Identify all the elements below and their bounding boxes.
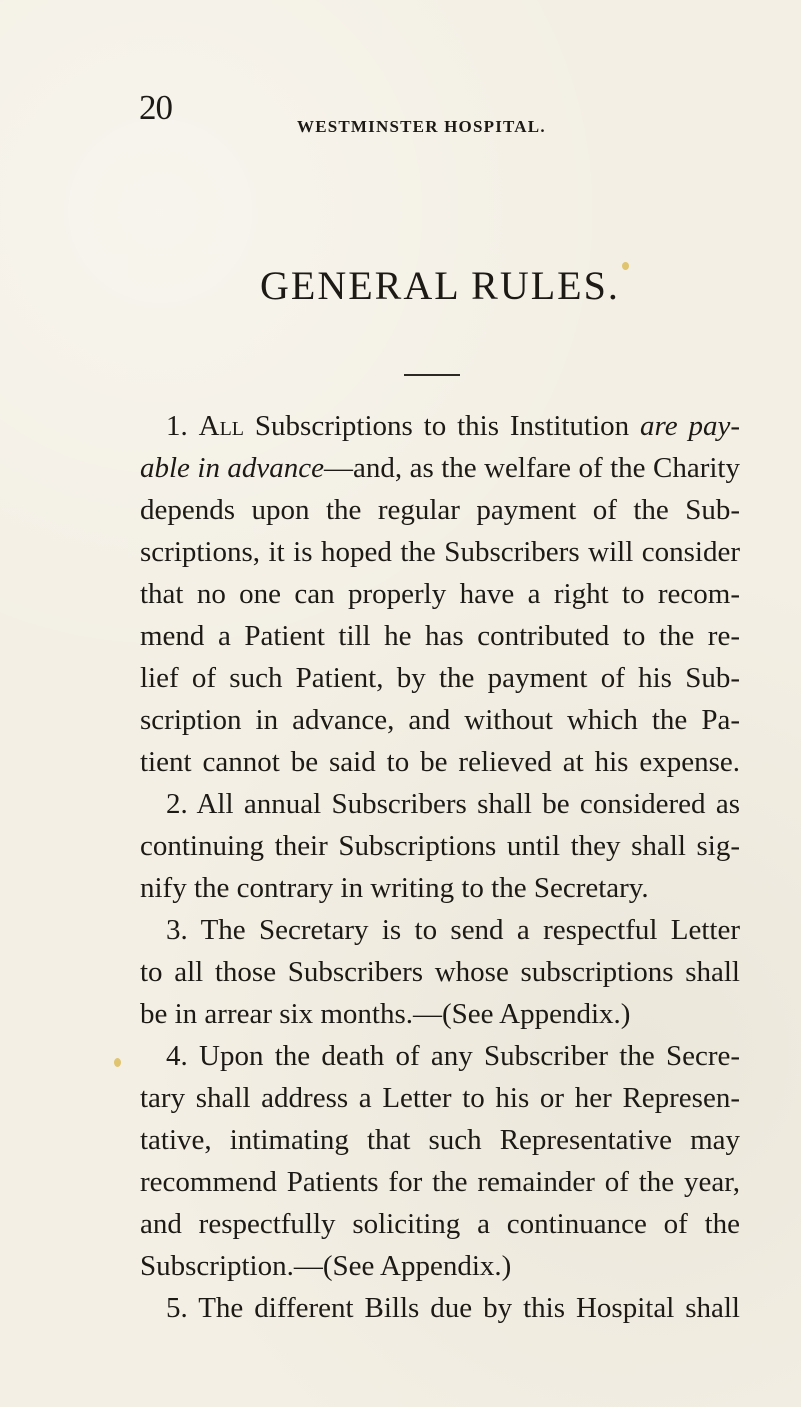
rule-1-line-3: depends upon the regular payment of the Sub- [140,494,740,526]
rule-1-emphasis-end: able in advance [140,452,325,484]
rule-1-line-8: scription in advance, and without which the Pa- [140,704,740,736]
rule-3-line-1 [140,909,740,951]
rule-1-line-5: that no one can properly have a right to recom- [140,578,740,610]
running-title: WESTMINSTER HOSPITAL. [297,117,546,136]
rule-4-line-1 [140,1035,740,1077]
rule-2-line-1 [140,783,740,825]
rule-4-line-4: recommend Patients for the remainder of the year, [140,1166,740,1198]
rule-3-line-1-text: The Secretary is to send a respectful Letter [200,914,741,946]
rule-1-line-1-text: Subscriptions to this Institution [244,410,641,442]
rule-2-line-1-text: All annual Subscribers shall be considered as [196,788,740,820]
rule-5-line-1 [140,1287,740,1329]
rule-2-line-3: nify the contrary in writing to the Secretary. [140,872,649,904]
rule-3-line-2: to all those Subscribers whose subscriptions shall [140,956,740,988]
rule-4-number: 4. [166,1040,188,1072]
rule-1-emphasis-start: are pay- [640,410,741,442]
rule-1-opening-word: All [198,410,245,442]
rule-4-line-1-text: Upon the death of any Subscriber the Secre- [199,1040,741,1072]
rule-1-line-2 [140,447,740,489]
rule-4-line-6: Subscription.—(See Appendix.) [140,1250,512,1282]
rule-5-line-1-text: The different Bills due by this Hospital shall [198,1292,740,1324]
rule-4-line-3: tative, intimating that such Representative may [140,1124,740,1156]
rule-3-number: 3. [166,914,188,946]
rule-1-line-2-text: —and, as the welfare of the Charity [324,452,740,484]
rule-1-line-7: lief of such Patient, by the payment of his Sub- [140,662,740,694]
rule-1-line-6: mend a Patient till he has contributed to the re- [140,620,740,652]
rule-1-line-1 [140,405,740,447]
rule-1-line-9: tient cannot be said to be relieved at his expense. [140,746,740,778]
section-title: GENERAL RULES. [260,263,620,308]
rule-1-line-4: scriptions, it is hoped the Subscribers will consider [140,536,740,568]
rule-2-number: 2. [166,788,188,820]
page-number: 20 [139,88,172,127]
paper-stain-top [622,262,629,270]
rule-5-number: 5. [166,1292,188,1324]
rule-4-line-5: and respectfully soliciting a continuance of the [140,1208,740,1240]
rule-1-number: 1. [166,410,188,442]
rule-2-line-2: continuing their Subscriptions until they shall sig- [140,830,740,862]
rule-4-line-2: tary shall address a Letter to his or her Represen- [140,1082,740,1114]
paper-stain-left [114,1058,121,1067]
rule-3-line-3: be in arrear six months.—(See Appendix.) [140,998,631,1030]
title-divider [404,374,460,376]
rules-text [140,405,740,1329]
